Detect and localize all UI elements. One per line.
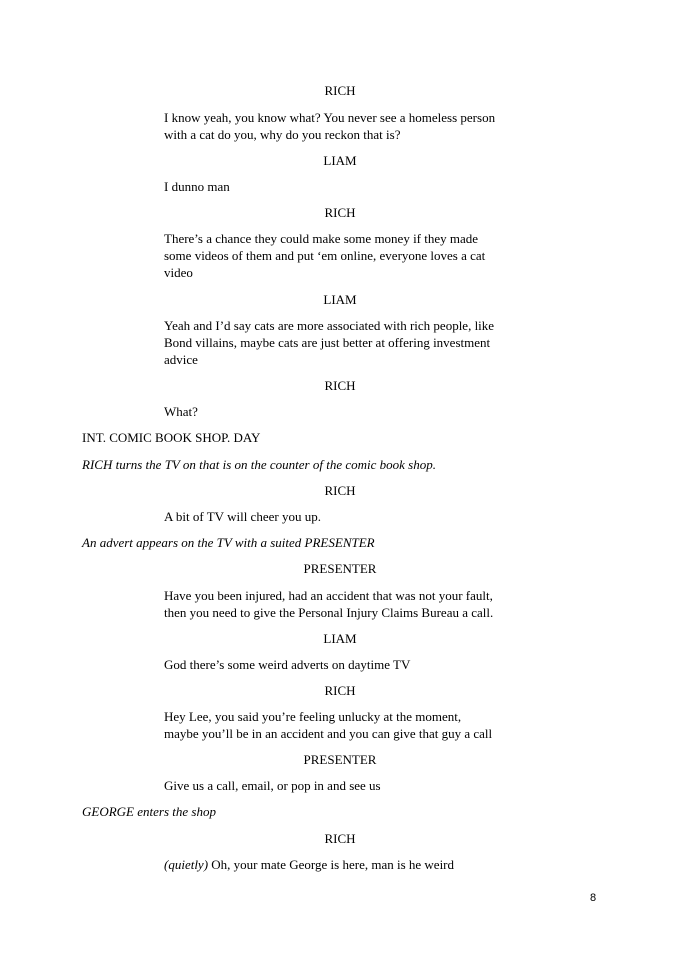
parenthetical: (quietly) — [164, 857, 209, 872]
character-name: RICH — [324, 83, 356, 98]
dialogue-line: I know yeah, you know what? You never see a homeless person — [164, 110, 496, 125]
dialogue-line: maybe you’ll be in an accident and you can give that guy a call — [164, 726, 493, 741]
character-name: LIAM — [323, 153, 357, 168]
action-line: GEORGE enters the shop — [82, 804, 216, 819]
dialogue-line: God there’s some weird adverts on daytime TV — [164, 657, 411, 672]
dialogue-line: with a cat do you, why do you reckon that is? — [164, 127, 401, 142]
character-name: LIAM — [323, 631, 357, 646]
character-name: RICH — [324, 831, 356, 846]
dialogue-line: advice — [164, 352, 198, 367]
character-name: PRESENTER — [303, 752, 377, 767]
dialogue-line: video — [164, 265, 193, 280]
dialogue-line: I dunno man — [164, 179, 230, 194]
dialogue-line: some videos of them and put ‘em online, everyone loves a cat — [164, 248, 486, 263]
action-line: RICH turns the TV on that is on the counter of the comic book shop. — [82, 457, 436, 472]
character-name: RICH — [324, 378, 356, 393]
dialogue-line: A bit of TV will cheer you up. — [164, 509, 321, 524]
character-name: RICH — [324, 205, 356, 220]
dialogue-line: Give us a call, email, or pop in and see us — [164, 778, 381, 793]
dialogue-line — [164, 856, 544, 873]
dialogue-text: Oh, your mate George is here, man is he weird — [208, 857, 455, 872]
action-line: An advert appears on the TV with a suited PRESENTER — [82, 535, 375, 550]
character-name: PRESENTER — [303, 561, 377, 576]
dialogue-line: What? — [164, 404, 198, 419]
character-name: LIAM — [323, 292, 357, 307]
character-name: RICH — [324, 483, 356, 498]
dialogue-line: Yeah and I’d say cats are more associated with rich people, like — [164, 318, 495, 333]
dialogue-line: There’s a chance they could make some money if they made — [164, 231, 479, 246]
character-name: RICH — [324, 683, 356, 698]
dialogue-line: Bond villains, maybe cats are just better at offering investment — [164, 335, 491, 350]
scene-heading: INT. COMIC BOOK SHOP. DAY — [82, 430, 261, 445]
dialogue-line: Have you been injured, had an accident that was not your fault, — [164, 588, 493, 603]
dialogue-line: Hey Lee, you said you’re feeling unlucky at the moment, — [164, 709, 462, 724]
page-number: 8 — [590, 892, 597, 904]
dialogue-line: then you need to give the Personal Injury Claims Bureau a call. — [164, 605, 494, 620]
